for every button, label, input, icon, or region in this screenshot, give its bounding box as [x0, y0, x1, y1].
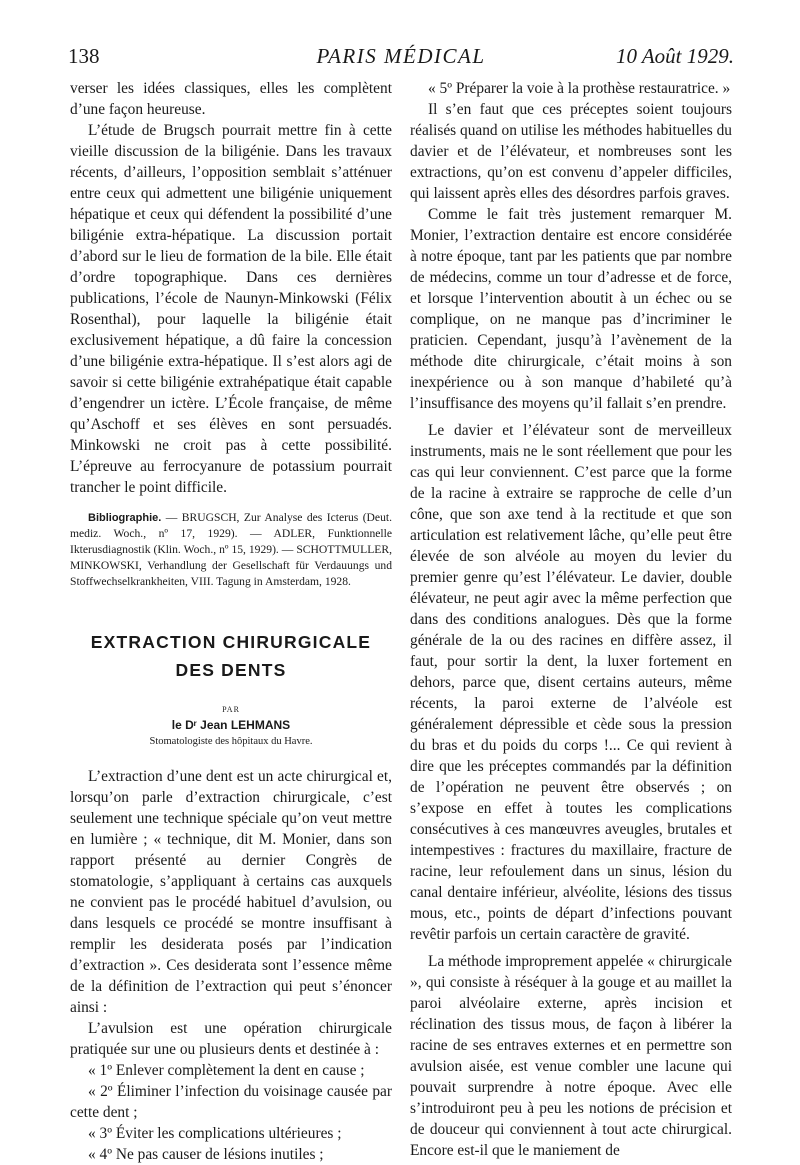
- paragraph: Il s’en faut que ces préceptes soient toujours réalisés quand on utilise les méthodes habituelles du davier et de l’élévateur, et nombreuses sont les extractions, qu’on est convenu d’appeler difficiles, qui laissent après elles des désordres parfois graves.: [410, 101, 732, 202]
- paragraph: La méthode improprement appelée « chirurgicale », qui consiste à réséquer à la gouge et au maillet la paroi alvéolaire externe, après incision et réclination des tissus mous, de façon à libérer la racine de ses entraves externes et en permettre son avulsion aisée, est venue combler une lacune qui pouvait surprendre à notre époque. Avec elle s’introduiront peu à peu les notions de précision et de douceur qui conviennent à tout acte chirurgical. Encore est-il que le maniement de: [410, 953, 732, 1159]
- paragraph: Comme le fait très justement remarquer M. Monier, l’extraction dentaire est encore considérée à notre époque, tant par les patients que par nombre de médecins, comme un tour d’adresse et de force, et lorsque l’intervention aboutit à un échec ou se complique, on ne manque pas d’incriminer le praticien. Cependant, jusqu’à l’avènement de la méthode dite chirurgicale, c’était moins à son inexpérience ou à son manque d’habileté qu’à l’insuffisance des moyens qu’il fallait s’en prendre.: [410, 206, 732, 412]
- left-column: [70, 78, 392, 1165]
- paragraph: Le davier et l’élévateur sont de merveilleux instruments, mais ne le sont réellement que pour les cas qui leur conviennent. C’est parce que la forme de la racine à extraire se rapproche de celle d’un cône, que son axe tend à la rectitude et que son articulation est relativement lâche, qu’elle peut être élevée de son alvéole au moyen du levier du premier genre qu’est l’élévateur. Le davier, double élévateur, ne peut agir avec la même perfection que dans des conditions analogues. Dès que la forme générale de la ou des racines en diffère assez, il faut, pour sortir la dent, la luxer fortement en dehors, parce que, disent certains auteurs, même récents, la paroi externe de l’alvéole est généralement dépressible et cède sous la pression du bras et du poids du corps !... Ce qui revient à dire que les préceptes commandés par la définition de l’opération ne peuvent être observés ; on s’expose en effet à toutes les complications consécutives à ces manœuvres aveugles, brutales et intempestives : fractures du maxillaire, fracture de racine, leur refoulement dans un sinus, lésion du canal dentaire inférieur, alvéolite, lésions des tissus mous, etc., points de départ d’infections pouvant revêtir parfois un certain caractère de gravité.: [410, 422, 732, 943]
- article-title-line-2: DES DENTS: [175, 660, 287, 680]
- list-item: « 5º Préparer la voie à la prothèse restauratrice. »: [428, 80, 731, 97]
- list-item: « 1º Enlever complètement la dent en cause ;: [88, 1062, 365, 1079]
- right-column: [410, 78, 732, 1161]
- journal-title: PARIS MÉDICAL: [316, 44, 486, 68]
- running-head: [68, 44, 734, 74]
- article-title-line-1: EXTRACTION CHIRURGICALE: [90, 632, 372, 652]
- bibliography: [70, 510, 392, 590]
- author-role: Stomatologiste des hôpitaux du Havre.: [149, 736, 313, 747]
- byline-par: PAR: [222, 705, 240, 714]
- list-item: « 3º Éviter les complications ultérieures ;: [88, 1125, 342, 1142]
- list-item: « 4º Ne pas causer de lésions inutiles ;: [88, 1146, 324, 1163]
- paragraph: L’avulsion est une opération chirurgicale pratiquée sur une ou plusieurs dents et destinée à :: [70, 1020, 392, 1058]
- paragraph: verser les idées classiques, elles les complètent d’une façon heureuse.: [70, 80, 392, 118]
- author-name: le Dʳ Jean LEHMANS: [171, 718, 291, 732]
- page-number: 138: [68, 44, 100, 68]
- paragraph: L’étude de Brugsch pourrait mettre fin à cette vieille discussion de la biligénie. Dans les travaux récents, d’ailleurs, l’opposition semblait s’atténuer entre ceux qui admettent une biligénie uniquement hépatique et ceux qui défendent la possibilité d’une biligénie extra-hépatique. La discussion portait d’abord sur le lieu de formation de la bile. Elle était d’ordre topographique. Dans ces dernières publications, l’école de Naunyn-Minkowski (Félix Rosenthal), pour laquelle la biligénie était exclusivement hépatique, a dû faire la concession d’une biligénie extra-hépatique. Il s’est alors agi de savoir si cette biligénie extrahépatique était capable d’engendrer un ictère. L’École française, de même qu’Aschoff et ses élèves en sont persuadés. Minkowski ne croit pas à cette possibilité. L’épreuve au ferrocyanure de potassium pourrait trancher le point difficile.: [70, 122, 392, 496]
- bibliography-label: Bibliographie.: [88, 512, 162, 524]
- issue-date: 10 Août 1929.: [615, 44, 734, 68]
- bibliography-text: — BRUGSCH, Zur Analyse des Icterus (Deut. mediz. Woch., nº 17, 1929). — ADLER, Funktionnelle Ikterusdiagnostik (Klin. Woch., nº 15, 1929). — SCHOTTMULLER, MINKOWSKI, Verhandlung der Gesellschaft für Verdauungs und Stoffwechselkrankheiten, VIII. Tagung in Amsterdam, 1928.: [70, 511, 392, 588]
- list-item: « 2º Éliminer l’infection du voisinage causée par cette dent ;: [70, 1083, 392, 1121]
- paragraph: L’extraction d’une dent est un acte chirurgical et, lorsqu’on parle d’extraction chirurgicale, c’est seulement une technique spéciale qu’on veut mettre en lumière ; « technique, dit M. Monier, dans son rapport présenté au dernier Congrès de stomatologie, s’appliquant à certains cas auxquels ne convient pas le procédé habituel d’avulsion, ou dans lesquels ce procédé se montre insuffisant à remplir les desiderata posés par l’indication d’extraction ». Ces desiderata sont l’essence même de la définition de l’extraction qui peut s’énoncer ainsi :: [70, 768, 392, 1016]
- article-title: [70, 628, 392, 684]
